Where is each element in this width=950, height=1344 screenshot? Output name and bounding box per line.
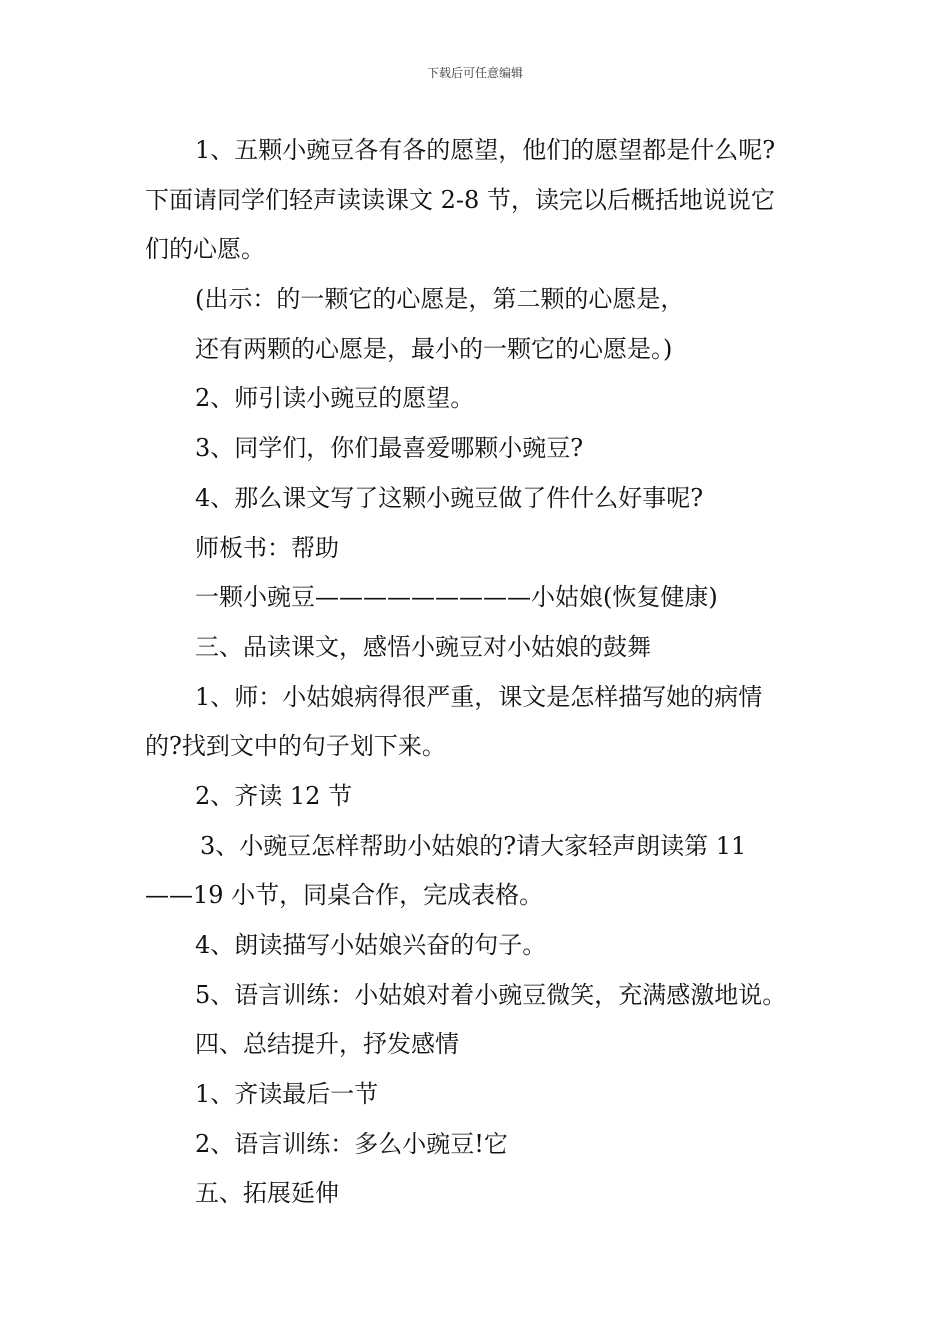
- paragraph-line: ——19 小节，同桌合作，完成表格。: [145, 881, 544, 910]
- paragraph-line: 1、齐读最后一节: [195, 1080, 379, 1109]
- paragraph-line: 1、五颗小豌豆各有各的愿望，他们的愿望都是什么呢?: [195, 136, 776, 164]
- paragraph-line: 3、同学们，你们最喜爱哪颗小豌豆?: [195, 434, 584, 463]
- paragraph-line: 师板书：帮助: [195, 533, 339, 562]
- paragraph-line: 1、师：小姑娘病得很严重，课文是怎样描写她的病情: [195, 682, 763, 711]
- paragraph-line: 3、小豌豆怎样帮助小姑娘的?请大家轻声朗读第 11: [200, 831, 747, 860]
- paragraph-line: 们的心愿。: [145, 235, 265, 264]
- paragraph-line: 2、语言训练：多么小豌豆!它: [195, 1129, 508, 1158]
- paragraph-line: 2、师引读小豌豆的愿望。: [195, 384, 475, 413]
- paragraph-line: 4、那么课文写了这颗小豌豆做了件什么好事呢?: [195, 483, 704, 512]
- paragraph-line: 2、齐读 12 节: [195, 781, 353, 810]
- paragraph-line: 4、朗读描写小姑娘兴奋的句子。: [195, 931, 547, 959]
- paragraph-line: 的?找到文中的句子划下来。: [145, 732, 446, 761]
- section-heading: 五、拓展延伸: [195, 1179, 339, 1208]
- section-heading: 四、总结提升，抒发感情: [195, 1030, 459, 1059]
- paragraph-line: 一颗小豌豆—————————小姑娘(恢复健康): [195, 583, 718, 612]
- paragraph-line: (出示：的一颗它的心愿是，第二颗的心愿是，: [195, 285, 685, 314]
- paragraph-line: 5、语言训练：小姑娘对着小豌豆微笑，充满感激地说。: [195, 980, 787, 1009]
- document-body: [145, 126, 820, 1219]
- paragraph-line: 还有两颗的心愿是，最小的一颗它的心愿是。): [195, 334, 673, 363]
- page-header: 下载后可任意编辑: [426, 66, 523, 80]
- paragraph-line: 下面请同学们轻声读读课文 2-8 节，读完以后概括地说说它: [145, 185, 775, 214]
- section-heading: 三、品读课文，感悟小豌豆对小姑娘的鼓舞: [195, 632, 651, 661]
